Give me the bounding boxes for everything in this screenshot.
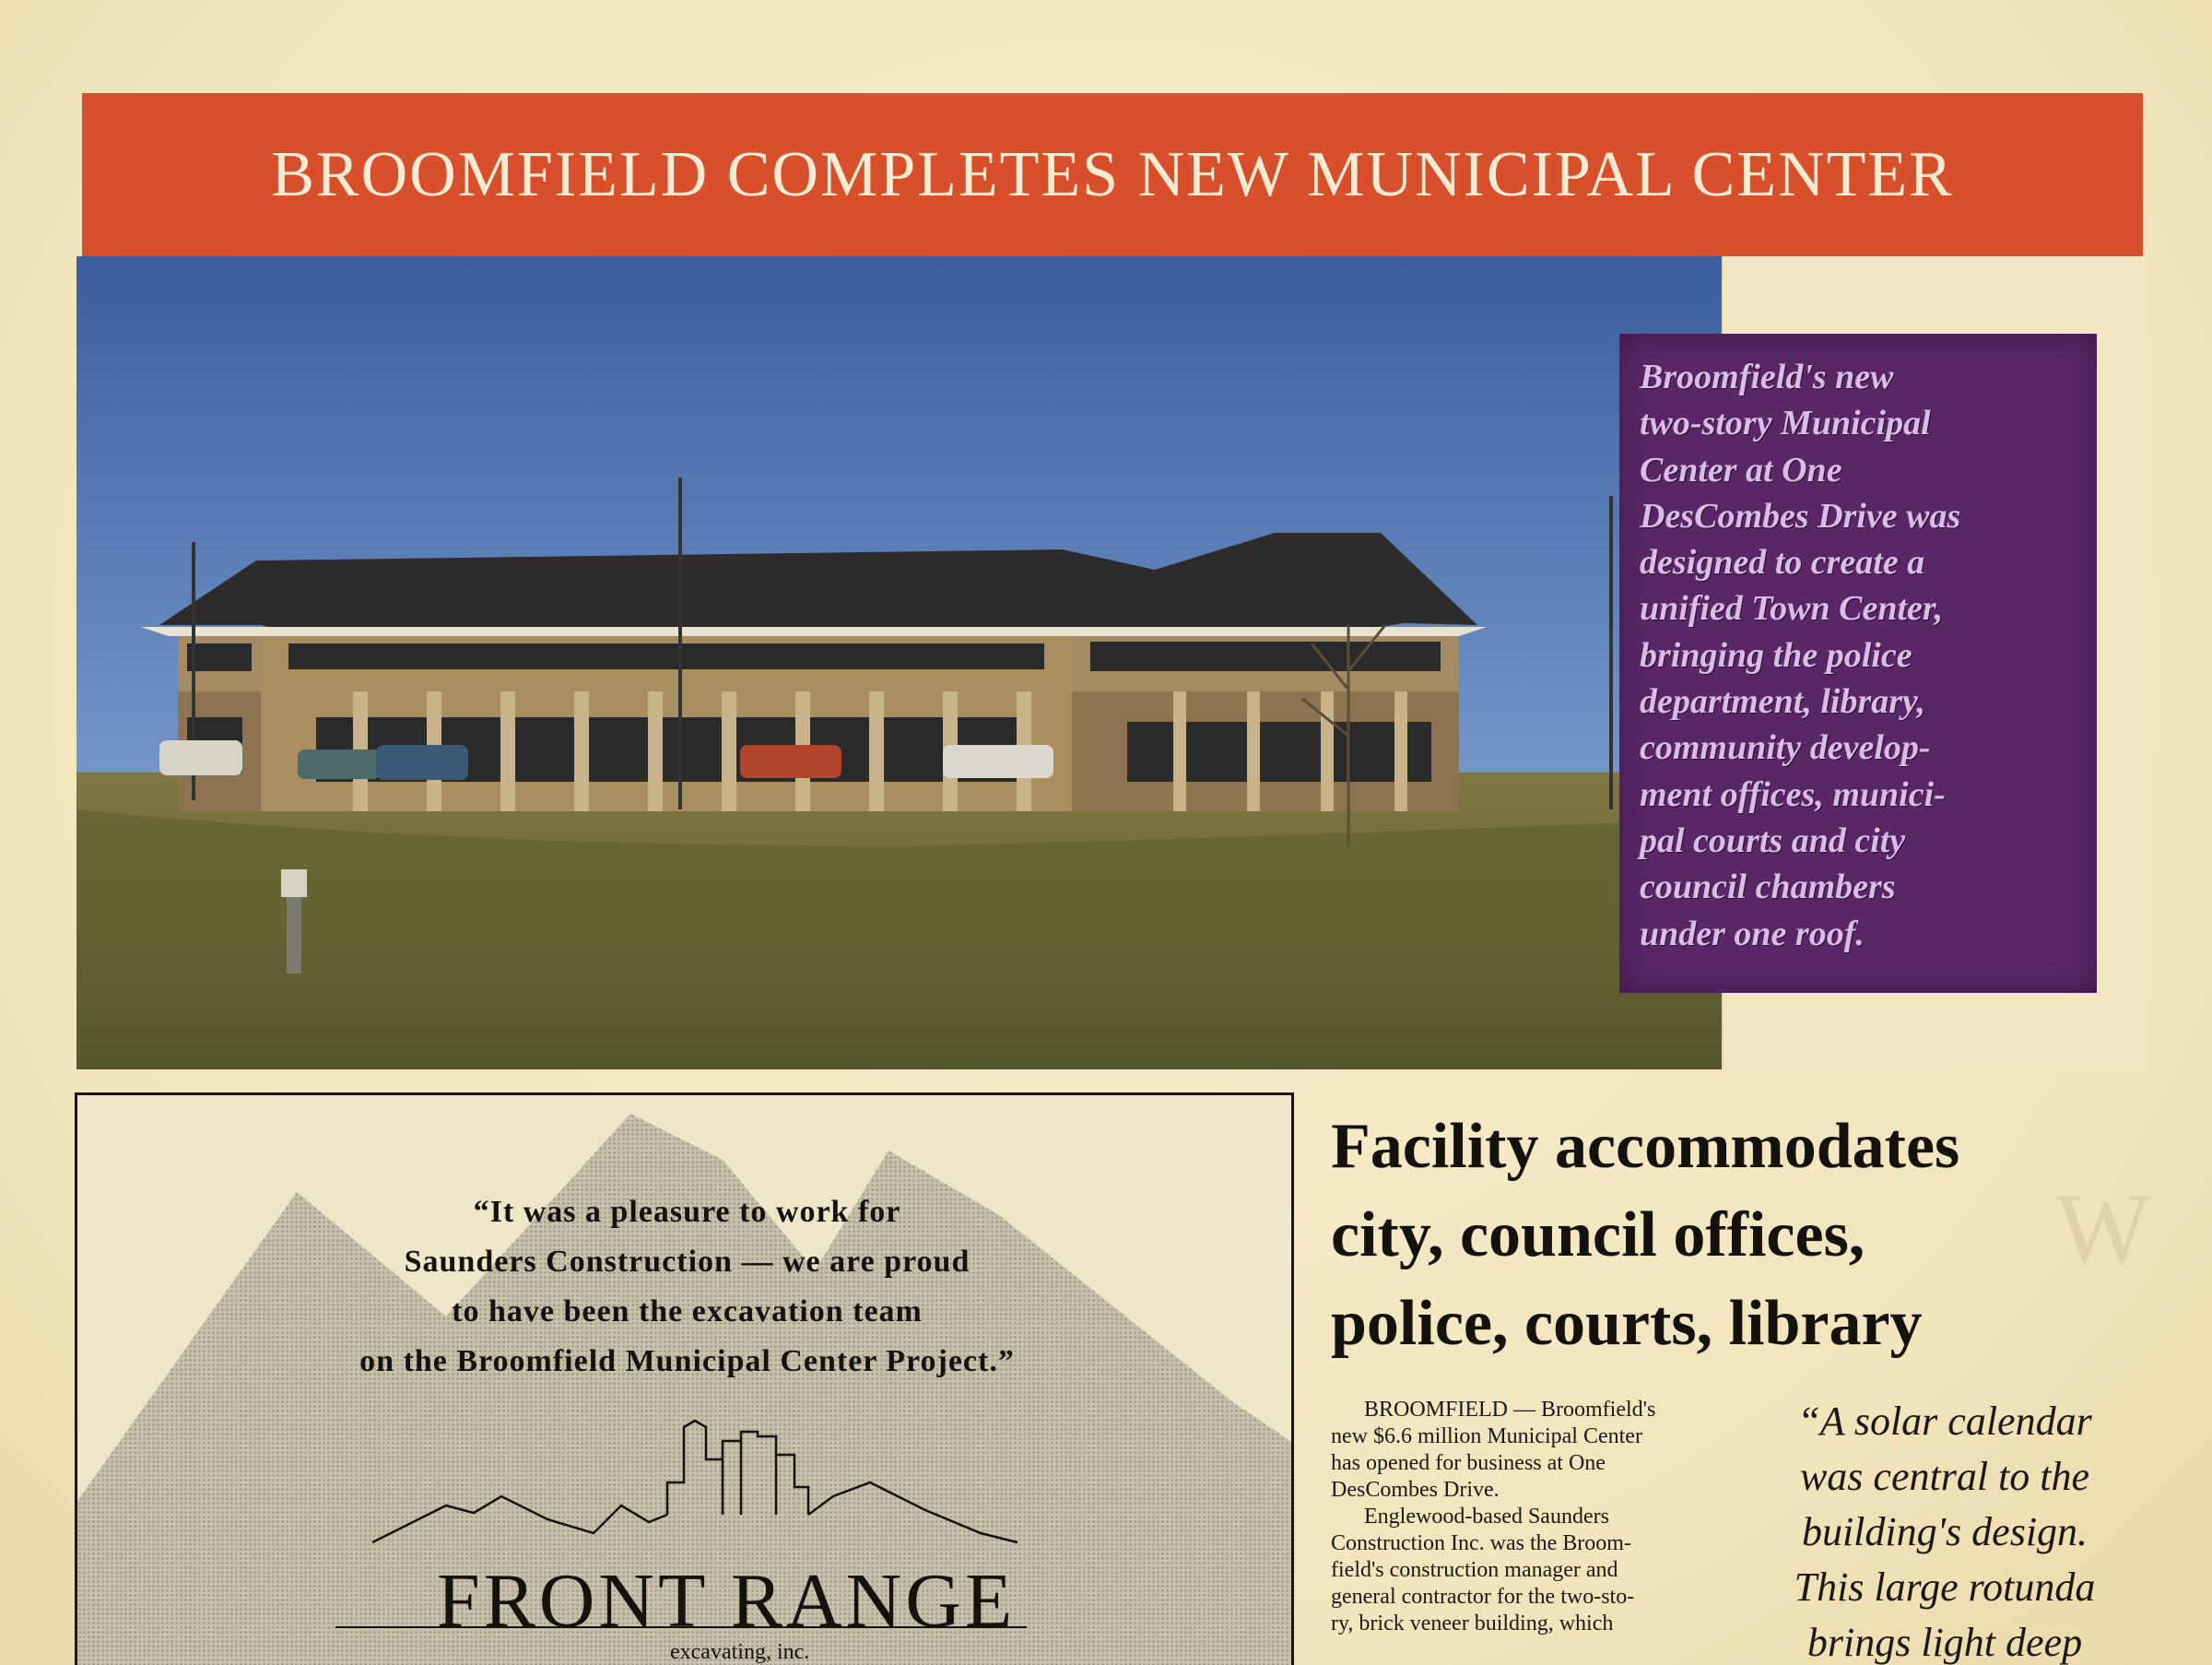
pull-quote-line: brings light deep — [1806, 1620, 2083, 1665]
body-line: Englewood-based Saunders — [1364, 1505, 1609, 1529]
article-headline — [1331, 1103, 2142, 1368]
pull-quote — [1751, 1394, 2138, 1665]
company-subtitle: excavating, inc. — [670, 1640, 810, 1664]
pull-quote-line: “A solar calendar — [1797, 1399, 2092, 1444]
pull-quote-line: This large rotunda — [1794, 1565, 2096, 1610]
testimonial-quote — [77, 1187, 1294, 1387]
quote-line: to have been the excavation team — [452, 1294, 923, 1328]
body-line: new $6.6 million Municipal Center — [1331, 1424, 1642, 1448]
caption-line: ment offices, munici- — [1640, 774, 1946, 814]
caption-line: bringing the police — [1640, 635, 1912, 675]
caption-line: designed to create a — [1640, 543, 1925, 583]
article-body — [1331, 1397, 1718, 1637]
photo-caption-box — [1619, 334, 2097, 993]
pull-quote-line: building's design. — [1801, 1509, 2088, 1554]
municipal-center-photo — [76, 256, 1722, 1069]
front-range-logo — [335, 1404, 1054, 1665]
caption-line: unified Town Center, — [1640, 589, 1944, 629]
caption-line: community develop- — [1640, 728, 1931, 768]
quote-line: “It was a pleasure to work for — [473, 1195, 901, 1229]
body-line: field's construction manager and — [1331, 1558, 1618, 1582]
caption-line: Broomfield's new — [1640, 358, 1894, 396]
headline-line: Facility accommodates — [1331, 1111, 1960, 1182]
caption-line: two-story Municipal — [1640, 404, 1931, 443]
pull-quote-line: was central to the — [1799, 1454, 2090, 1499]
body-line: has opened for business at One — [1331, 1451, 1606, 1475]
headline-banner — [82, 93, 2143, 256]
body-line: BROOMFIELD — Broomfield's — [1364, 1398, 1656, 1422]
caption-line: pal courts and city — [1640, 821, 1906, 860]
bleed-through-text: W — [2055, 1173, 2151, 1285]
front-range-advertisement — [75, 1092, 1294, 1665]
caption-line: DesCombes Drive was — [1640, 496, 1961, 536]
banner-title: BROOMFIELD COMPLETES NEW MUNICIPAL CENTER — [271, 138, 1954, 210]
body-line: ry, brick veneer building, which — [1331, 1612, 1614, 1635]
quote-line: Saunders Construction — we are proud — [404, 1245, 971, 1279]
body-line: DesCombes Drive. — [1331, 1478, 1500, 1502]
caption-line: Center at One — [1640, 450, 1842, 490]
photo-caption — [1640, 354, 2078, 957]
company-name: FRONT RANGE — [437, 1558, 1017, 1644]
headline-line: city, council offices, — [1331, 1199, 1865, 1270]
quote-line: on the Broomfield Municipal Center Project.” — [359, 1344, 1015, 1378]
caption-line: council chambers — [1640, 868, 1896, 907]
headline-line: police, courts, library — [1331, 1288, 1923, 1359]
building-illustration — [76, 256, 1722, 1069]
body-line: Construction Inc. was the Broom- — [1331, 1531, 1631, 1555]
caption-line: under one roof. — [1640, 914, 1865, 953]
caption-line: department, library, — [1640, 682, 1925, 722]
body-line: general contractor for the two-sto- — [1331, 1585, 1635, 1609]
